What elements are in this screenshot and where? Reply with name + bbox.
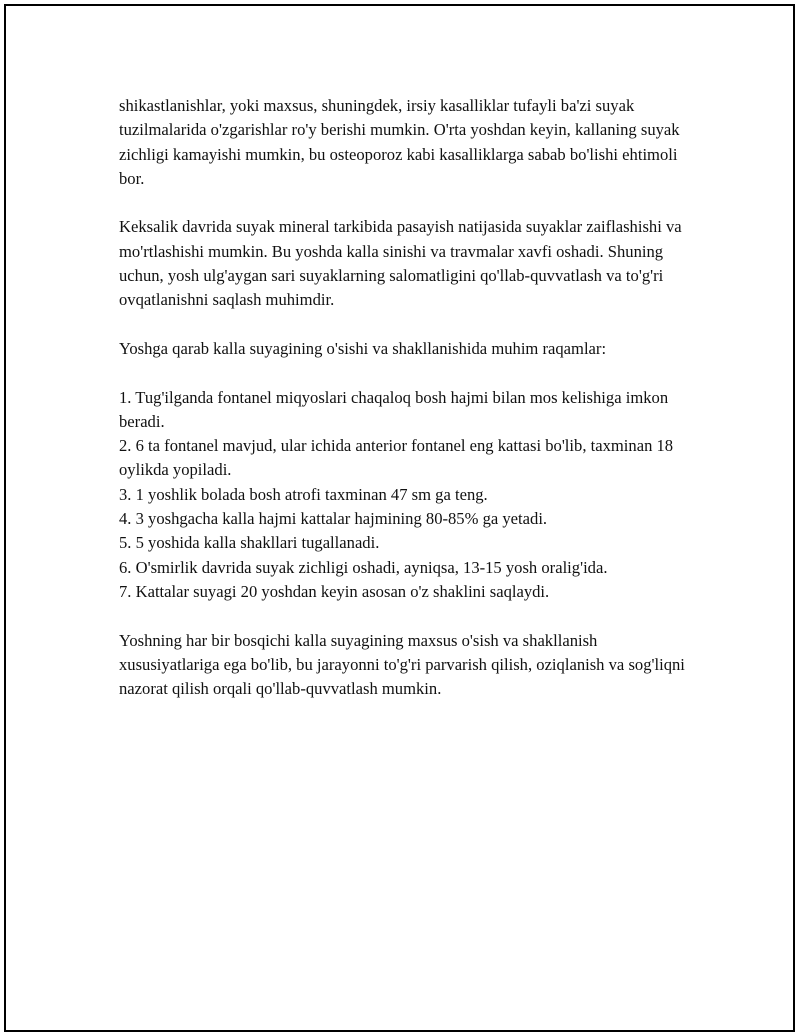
key-figures-list <box>119 386 699 605</box>
document-body <box>119 94 699 726</box>
list-item: 4. 3 yoshgacha kalla hajmi kattalar hajmining 80-85% ga yetadi. <box>119 509 548 529</box>
paragraph-conclusion: Yoshning har bir bosqichi kalla suyagining maxsus o'sish va shakllanish xususiyatlariga ega bo'lib, bu jarayonni to'g'ri parvarish qilish, oziqlanish va sog'liqni nazorat qilish orqali qo'llab-quvvatlash mumkin. <box>119 630 685 699</box>
list-item: 7. Kattalar suyagi 20 yoshdan keyin asosan o'z shaklini saqlaydi. <box>119 581 550 601</box>
list-item: 2. 6 ta fontanel mavjud, ular ichida anterior fontanel eng kattasi bo'lib, taxminan 18 oylikda yopiladi. <box>119 436 674 480</box>
document-page <box>4 4 795 1032</box>
paragraph-old-age: Keksalik davrida suyak mineral tarkibida pasayish natijasida suyaklar zaiflashishi va mo'rtlashishi mumkin. Bu yoshda kalla sinishi va travmalar xavfi oshadi. Shuning uchun, yosh ulg'aygan sari suyaklarning salomatligini qo'llab-quvvatlash va to'g'ri ovqatlanishni saqlash muhimdir. <box>119 217 682 310</box>
list-item: 6. O'smirlik davrida suyak zichligi oshadi, ayniqsa, 13-15 yosh oralig'ida. <box>119 557 608 577</box>
paragraph-bone-changes: shikastlanishlar, yoki maxsus, shuningdek, irsiy kasalliklar tufayli ba'zi suyak tuzilmalarida o'zgarishlar ro'y berishi mumkin. O'rta yoshdan keyin, kallaning suyak zichligi kamayishi mumkin, bu osteoporoz kabi kasalliklarga sabab bo'lishi ehtimoli bor. <box>119 96 680 188</box>
list-item: 5. 5 yoshida kalla shakllari tugallanadi. <box>119 533 380 553</box>
paragraph-list-intro: Yoshga qarab kalla suyagining o'sishi va shakllanishida muhim raqamlar: <box>119 338 607 358</box>
list-item: 3. 1 yoshlik bolada bosh atrofi taxminan 47 sm ga teng. <box>119 484 488 504</box>
list-item: 1. Tug'ilganda fontanel miqyoslari chaqaloq bosh hajmi bilan mos kelishiga imkon beradi. <box>119 387 669 431</box>
